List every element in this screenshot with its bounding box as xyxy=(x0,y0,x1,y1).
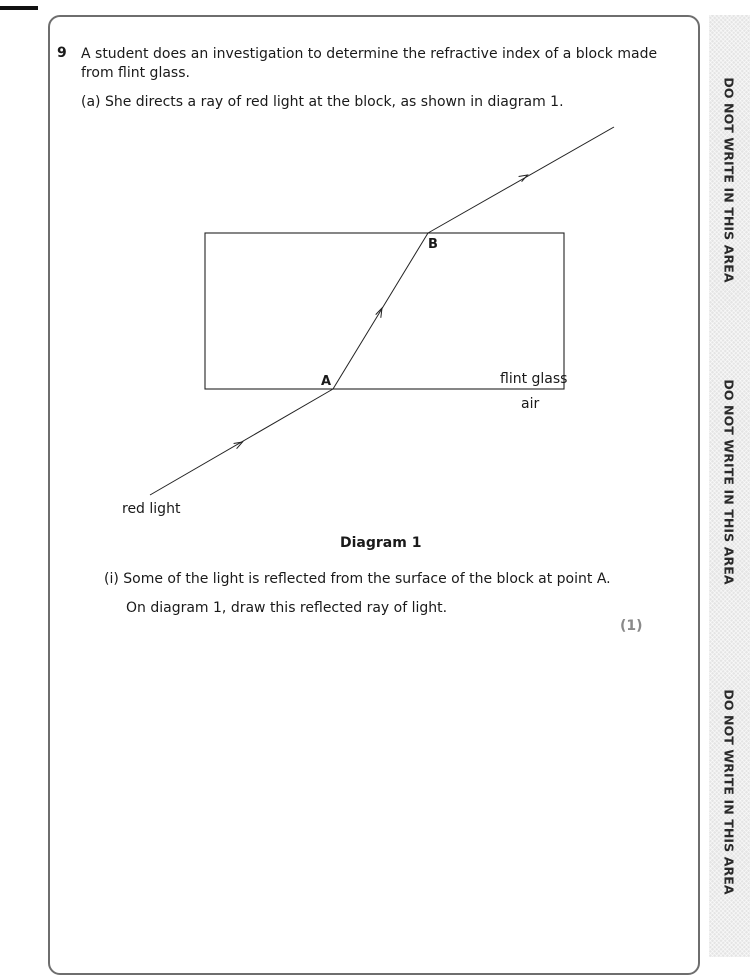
point-a-label: A xyxy=(321,374,332,389)
flint-glass-block xyxy=(205,233,564,389)
sub-question-i-line-1: (i) Some of the light is reflected from the surface of the block at point A. xyxy=(104,571,611,587)
margin-warning-top: DO NOT WRITE IN THIS AREA xyxy=(721,77,737,283)
air-label: air xyxy=(521,396,540,412)
diagram-caption: Diagram 1 xyxy=(340,535,422,551)
marks-indicator: (1) xyxy=(620,618,643,634)
red-light-label: red light xyxy=(122,501,181,517)
margin-warning-middle: DO NOT WRITE IN THIS AREA xyxy=(721,379,737,585)
question-intro-line-2: from flint glass. xyxy=(81,65,190,81)
sub-question-i-line-2: On diagram 1, draw this reflected ray of light. xyxy=(126,600,448,616)
refracted-ray xyxy=(333,233,428,389)
question-intro-line-1: A student does an investigation to determine the refractive index of a block made xyxy=(81,46,658,62)
question-number: 9 xyxy=(57,45,67,61)
margin-warning-bottom: DO NOT WRITE IN THIS AREA xyxy=(721,689,737,895)
flint-glass-label: flint glass xyxy=(500,371,568,387)
part-a-text: (a) She directs a ray of red light at the block, as shown in diagram 1. xyxy=(81,94,564,110)
emergent-ray xyxy=(428,127,614,233)
point-b-label: B xyxy=(428,237,438,252)
